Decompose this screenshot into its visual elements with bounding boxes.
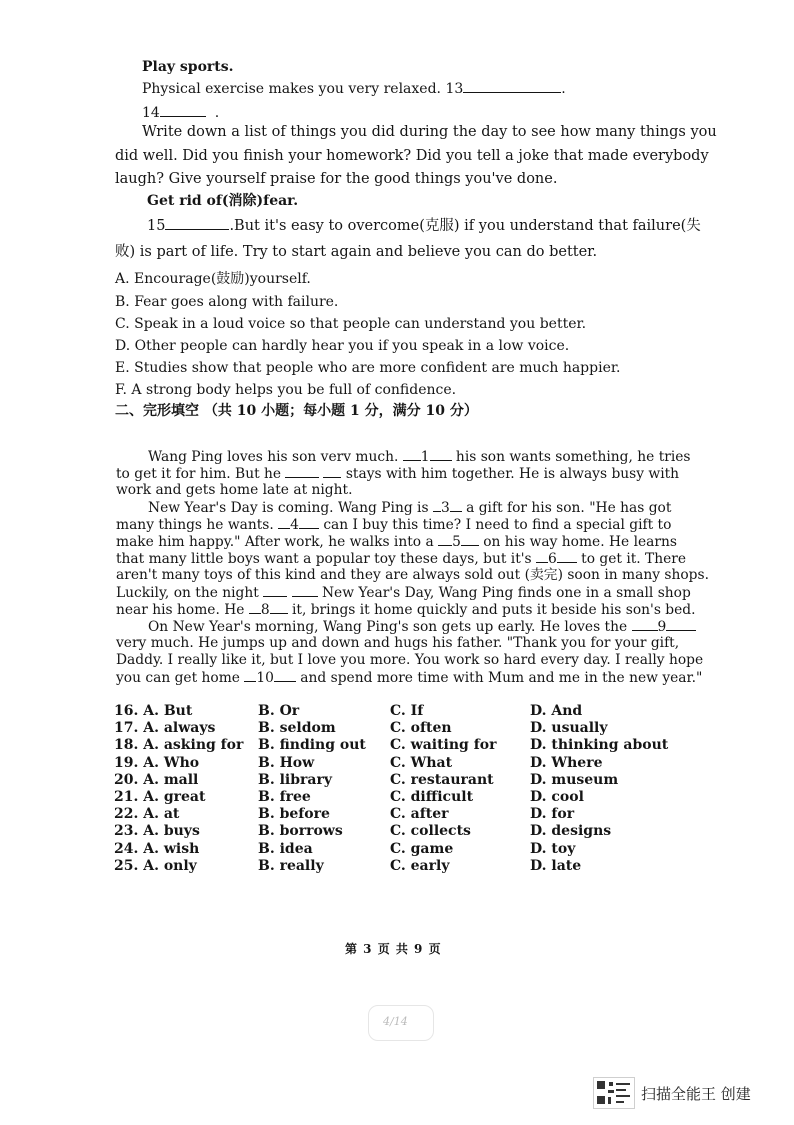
page-number: 第 3 页 共 9 页 xyxy=(345,942,442,956)
qr-code-icon xyxy=(593,1077,635,1109)
cloze-line: New Year's Day is coming. Wang Ping is 3 a gift for his son. "He has got xyxy=(148,500,672,516)
cloze-line: Luckily, on the night New Year's Day, Wang Ping finds one in a small shop xyxy=(116,585,691,601)
choice-q17-d[interactable]: D. usually xyxy=(530,720,608,737)
choice-q24-c[interactable]: C. game xyxy=(390,840,454,857)
cloze-line: work and gets home late at night. xyxy=(116,482,353,498)
choice-q22-d[interactable]: D. for xyxy=(530,806,575,823)
blank-15[interactable]: 15 xyxy=(147,218,229,234)
choice-q25-d[interactable]: D. late xyxy=(530,857,582,874)
choice-q20-b[interactable]: B. library xyxy=(258,771,332,788)
choice-q19-a[interactable]: 19. A. Who xyxy=(114,754,200,771)
choice-q20-d[interactable]: D. museum xyxy=(530,771,619,788)
choice-q16-d[interactable]: D. And xyxy=(530,703,583,719)
cloze-line: many things he wants. 4 can I buy this time? I need to find a special gift to xyxy=(116,517,672,533)
choice-q21-a[interactable]: 21. A. great xyxy=(114,789,206,805)
cloze-line: aren't many toys of this kind and they are always sold out (卖完) soon in many shops. xyxy=(116,567,709,583)
section-2-title: 二、完形填空 （共 10 小题；每小题 1 分，满分 10 分） xyxy=(115,403,478,419)
choice-q22-a[interactable]: 22. A. at xyxy=(114,806,180,823)
choice-q25-c[interactable]: C. early xyxy=(390,857,450,874)
heading-play-sports: Play sports. xyxy=(142,59,234,75)
choice-q25-b[interactable]: B. really xyxy=(258,857,324,874)
cloze-line: Wang Ping loves his son verv much. 1 his son wants something, he tries xyxy=(148,449,691,465)
choice-q19-b[interactable]: B. How xyxy=(258,754,315,771)
choice-q20-c[interactable]: C. restaurant xyxy=(390,771,494,788)
choice-q17-a[interactable]: 17. A. always xyxy=(114,720,216,737)
choice-q16-a[interactable]: 16. A. But xyxy=(114,703,193,719)
choice-q22-c[interactable]: C. after xyxy=(390,806,449,823)
cloze-line: make him happy." After work, he walks into a 5 on his way home. He learns xyxy=(116,534,677,550)
paragraph-line: laugh? Give yourself praise for the good things you've done. xyxy=(115,171,558,187)
play-sports-sentence: Physical exercise makes you very relaxed. 13 . xyxy=(142,81,566,97)
watermark-text: 扫描全能王 创建 xyxy=(641,1084,751,1103)
paragraph-line: Write down a list of things you did during the day to see how many things you xyxy=(142,124,717,140)
choice-q16-c[interactable]: C. If xyxy=(390,703,424,719)
choice-q25-a[interactable]: 25. A. only xyxy=(114,857,197,874)
option-b: B. Fear goes along with failure. xyxy=(115,294,339,310)
option-e: E. Studies show that people who are more confident are much happier. xyxy=(115,360,621,376)
option-f: F. A strong body helps you be full of confidence. xyxy=(115,382,457,398)
paragraph-line: did well. Did you finish your homework? Did you tell a joke that made everybody xyxy=(115,148,709,164)
choice-q18-b[interactable]: B. finding out xyxy=(258,737,366,754)
choice-q21-c[interactable]: C. difficult xyxy=(390,789,474,805)
choice-q23-c[interactable]: C. collects xyxy=(390,823,471,840)
choice-q22-b[interactable]: B. before xyxy=(258,806,330,823)
choice-q19-c[interactable]: C. What xyxy=(390,754,453,771)
choice-q17-b[interactable]: B. seldom xyxy=(258,720,336,737)
choice-q24-b[interactable]: B. idea xyxy=(258,840,313,857)
choice-q17-c[interactable]: C. often xyxy=(390,720,452,737)
choice-q18-d[interactable]: D. thinking about xyxy=(530,737,669,754)
paragraph-line: 败) is part of life. Try to start again and believe you can do better. xyxy=(115,244,598,260)
choice-q16-b[interactable]: B. Or xyxy=(258,703,300,719)
choice-q19-d[interactable]: D. Where xyxy=(530,754,603,771)
cloze-line: you can get home 10 and spend more time with Mum and me in the new year." xyxy=(116,670,703,686)
choice-q21-d[interactable]: D. cool xyxy=(530,789,584,805)
cloze-line: near his home. He 8 it, brings it home quickly and puts it beside his son's bed. xyxy=(116,602,696,618)
cloze-line: that many little boys want a popular toy these days, but it's 6 to get it. There xyxy=(116,551,687,567)
blank-13[interactable]: 13 xyxy=(445,81,561,97)
cloze-passage xyxy=(116,448,709,686)
choice-q18-c[interactable]: C. waiting for xyxy=(390,737,497,754)
option-a: A. Encourage(鼓励)yourself. xyxy=(115,271,311,287)
option-c: C. Speak in a loud voice so that people can understand you better. xyxy=(115,316,587,332)
scanner-watermark xyxy=(593,1078,751,1108)
heading-get-rid-of-fear: Get rid of(消除)fear. xyxy=(147,193,299,209)
choice-q23-a[interactable]: 23. A. buys xyxy=(114,823,200,840)
choice-q24-d[interactable]: D. toy xyxy=(530,840,576,857)
cloze-line: to get it for him. But he stays with him together. He is always busy with xyxy=(116,466,680,482)
choice-q23-b[interactable]: B. borrows xyxy=(258,823,343,840)
choice-q18-a[interactable]: 18. A. asking for xyxy=(114,737,244,754)
choice-q20-a[interactable]: 20. A. mall xyxy=(114,771,199,788)
fear-sentence: 15 .But it's easy to overcome(克服) if you understand that failure(失 xyxy=(147,218,701,234)
cloze-line: Daddy. I really like it, but I love you more. You work so hard every day. I really hope xyxy=(116,652,704,668)
option-d: D. Other people can hardly hear you if you speak in a low voice. xyxy=(115,338,570,354)
blank-14[interactable]: 14 . xyxy=(142,105,220,121)
cloze-line: On New Year's morning, Wang Ping's son gets up early. He loves the 9 xyxy=(116,618,674,635)
choice-q23-d[interactable]: D. designs xyxy=(530,823,612,840)
page-stamp: 4/14 xyxy=(368,1005,434,1041)
choice-q21-b[interactable]: B. free xyxy=(258,789,311,805)
cloze-line: very much. He jumps up and down and hugs his father. "Thank you for your gift, xyxy=(116,635,680,651)
choice-q24-a[interactable]: 24. A. wish xyxy=(114,840,200,857)
